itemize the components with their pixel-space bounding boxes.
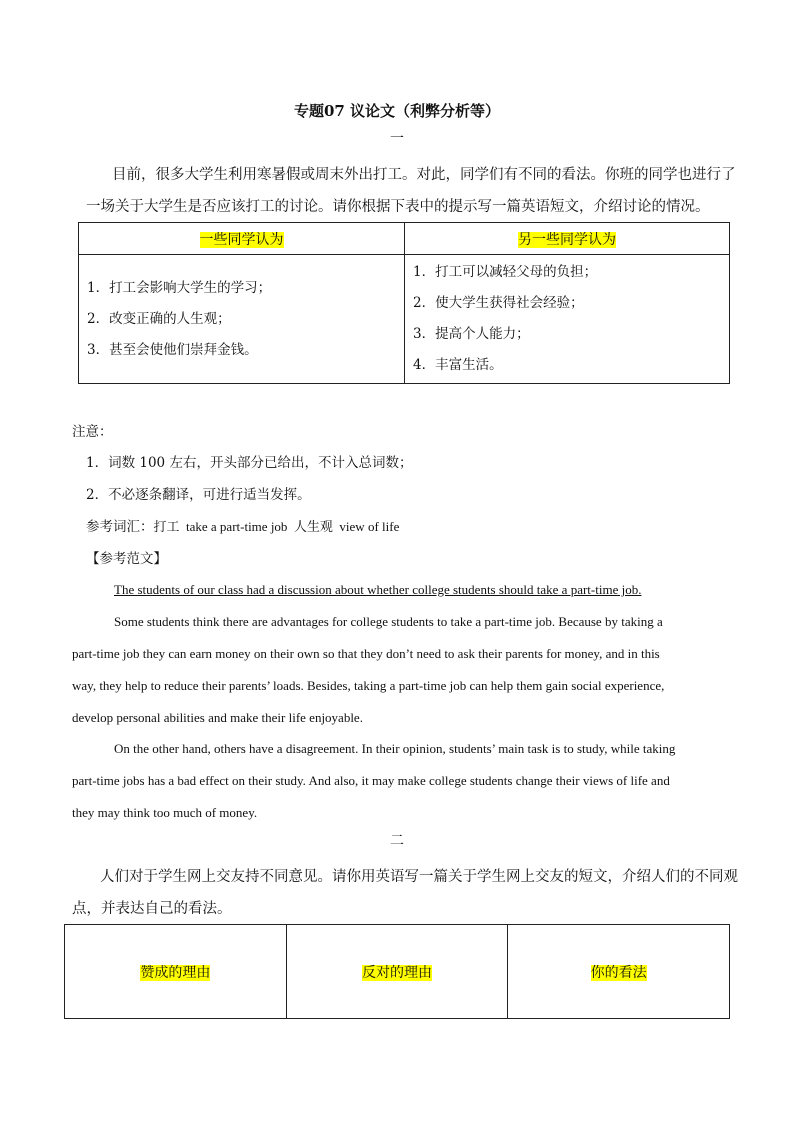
sample-paragraph-2-line: part-time job they can earn money on their own so that they don’t need to ask their parents for money, and in this — [72, 646, 660, 661]
sample-paragraph-3-line: part-time jobs has a bad effect on their study. And also, it may make college students change their views of life and — [72, 773, 670, 788]
sample-label: 【参考范文】 — [86, 551, 167, 567]
list-item: 3．甚至会使他们崇拜金钱。 — [87, 341, 258, 358]
section-2-prompt-line-1: 人们对于学生网上交友持不同意见。请你用英语写一篇关于学生网上交友的短文，介绍人们的不同观 — [100, 869, 738, 885]
note-item: 1．词数 100 左右，开头部分已给出，不计入总词数； — [86, 455, 413, 471]
sample-paragraph-2-line: Some students think there are advantages for college students to take a part-time job. Because by taking a — [114, 614, 663, 629]
section-2-opinion-table — [64, 924, 730, 1019]
vocab-text: 打工 take a part-time job 人生观 view of life — [153, 519, 400, 534]
section-1-prompt-line-2: 一场关于大学生是否应该打工的讨论。请你根据下表中的提示写一篇英语短文，介绍讨论的情况。 — [86, 199, 710, 215]
table-header-some: 一些同学认为 — [79, 223, 405, 255]
sample-paragraph-3-line: On the other hand, others have a disagreement. In their opinion, students’ main task is to study, while taking — [114, 741, 676, 756]
section-2-numeral: 二 — [390, 833, 404, 849]
section-1-opinion-table — [78, 222, 730, 384]
table-cell-your-view: 你的看法 — [508, 925, 730, 1019]
list-item: 1．打工会影响大学生的学习； — [87, 279, 272, 296]
section-1-prompt-line-1: 目前，很多大学生利用寒暑假或周末外出打工。对此，同学们有不同的看法。你班的同学也进行了 — [112, 167, 736, 183]
table-header-others: 另一些同学认为 — [405, 223, 730, 255]
list-item: 3．提高个人能力； — [413, 326, 530, 342]
table-cell-some-views — [79, 255, 405, 384]
list-item: 4．丰富生活。 — [413, 357, 503, 373]
page-title: 专题07 议论文（利弊分析等） — [293, 102, 501, 120]
list-item: 2．使大学生获得社会经验； — [413, 295, 584, 311]
list-item: 2．改变正确的人生观； — [87, 310, 231, 327]
list-item: 1．打工可以减轻父母的负担； — [413, 264, 598, 280]
note-item: 2．不必逐条翻译，可进行适当发挥。 — [86, 487, 311, 503]
sample-paragraph-2-line: develop personal abilities and make their life enjoyable. — [72, 710, 363, 725]
sample-opening-sentence: The students of our class had a discussion about whether college students should take a part-time job. — [114, 582, 642, 597]
table-cell-reasons-against: 反对的理由 — [286, 925, 508, 1019]
table-cell-reasons-for: 赞成的理由 — [65, 925, 287, 1019]
sample-paragraph-2-line: way, they help to reduce their parents’ loads. Besides, taking a part-time job can help them gain social experience, — [72, 678, 665, 693]
notes-label: 注意： — [72, 424, 113, 440]
vocab-line — [86, 511, 399, 543]
sample-paragraph-3-line: they may think too much of money. — [72, 805, 258, 820]
section-2-prompt-line-2: 点，并表达自己的看法。 — [72, 901, 232, 917]
table-cell-others-views — [405, 255, 730, 384]
vocab-label: 参考词汇： — [86, 519, 154, 535]
section-1-numeral: 一 — [390, 131, 404, 147]
